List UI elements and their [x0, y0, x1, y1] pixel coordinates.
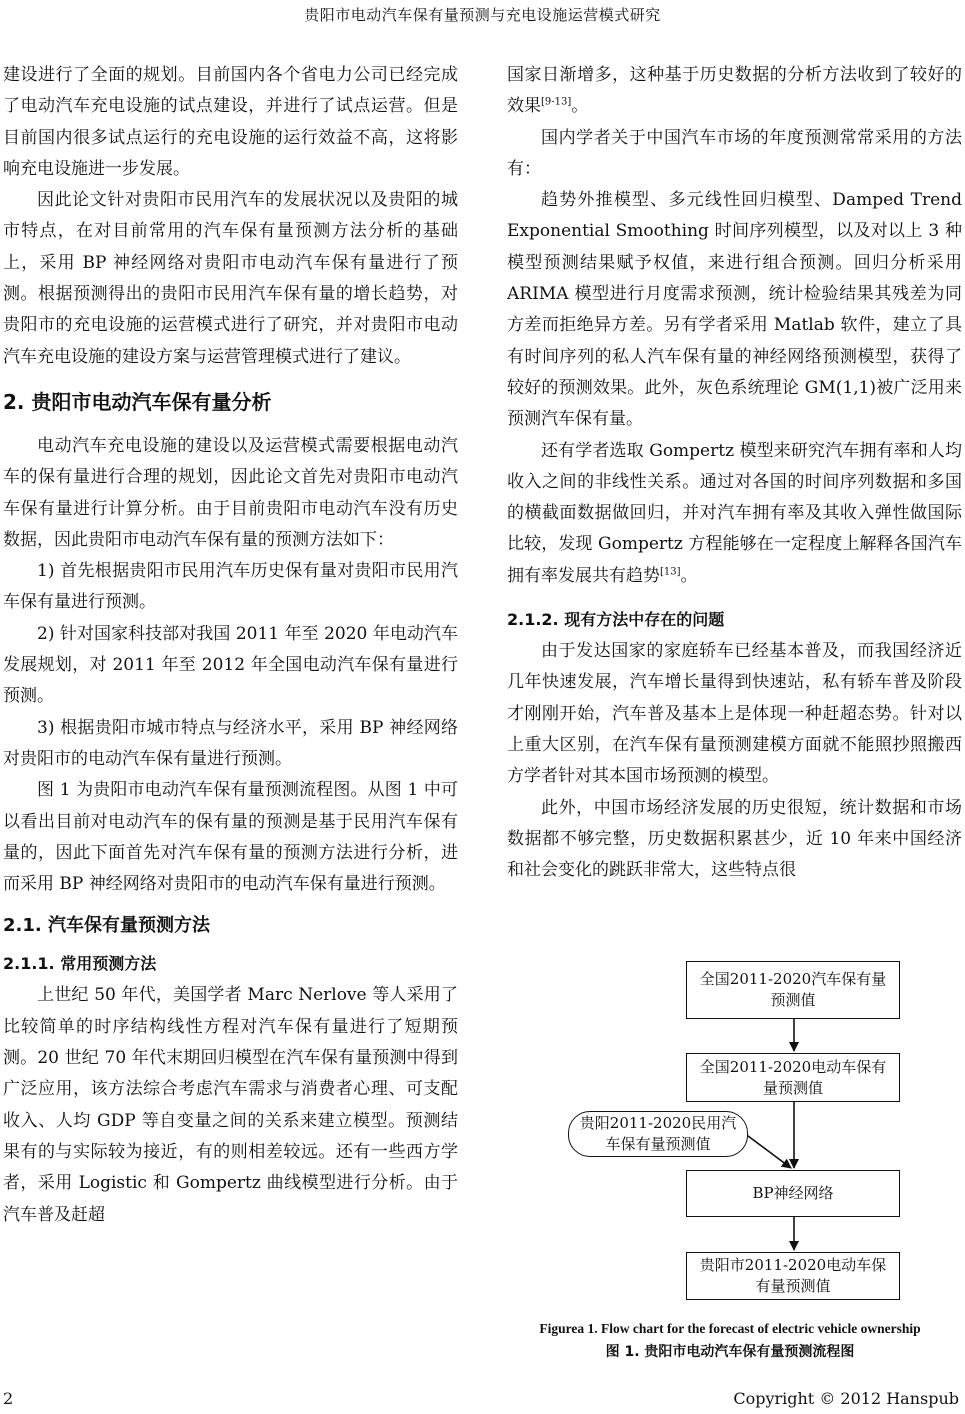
paragraph: 图 1 为贵阳市电动汽车保有量预测流程图。从图 1 中可以看出目前对电动汽车的保有量的预测是基于民用汽车保有量的，因此下面首先对汽车保有量的预测方法进行分析，进而采用 BP 神经网络对贵阳市的电动汽车保有量进行预测。 — [3, 780, 458, 895]
list-item: 2) 针对国家科技部对我国 2011 年至 2020 年电动汽车发展规划，对 2011 年至 2012 年全国电动汽车保有量进行预测。 — [3, 623, 458, 707]
paragraph: 上世纪 50 年代，美国学者 Marc Nerlove 等人采用了比较简单的时序结构线性方程对汽车保有量进行了短期预测。20 世纪 70 年代末期回归模型在汽车保有量预测中得到广泛应用，该方法综合考虑汽车需求与消费者心理、可支配收入、人均 GDP 等自变量之间的关系来建立模型。预测结果有的与实际较为接近，有的则相差较远。还有一些西方学者，采用 Logistic 和 Gompertz 曲线模型进行分析。由于汽车普及赶超 — [3, 985, 458, 1225]
flow-box-national-vehicle-forecast: 全国2011-2020汽车保有量预测值 — [686, 961, 900, 1019]
running-title: 贵阳市电动汽车保有量预测与充电设施运营模式研究 — [304, 6, 661, 24]
paragraph-text: 国家日渐增多，这种基于历史数据的分析方法收到了较好的效果 — [507, 65, 962, 117]
list-item: 1) 首先根据贵阳市民用汽车历史保有量对贵阳市民用汽车保有量进行预测。 — [3, 561, 458, 613]
flow-oval-guiyang-civil-vehicle-forecast: 贵阳2011-2020民用汽车保有量预测值 — [568, 1111, 748, 1157]
citation: [13] — [660, 566, 681, 578]
paragraph: 建设进行了全面的规划。目前国内各个省电力公司已经完成了电动汽车充电设施的试点建设，并进行了试点运营。但是目前国内很多试点运行的充电设施的运行效益不高，这将影响充电设施进一步发展。 — [3, 65, 458, 179]
citation: [9-13] — [541, 96, 572, 108]
paragraph: 因此论文针对贵阳市民用汽车的发展状况以及贵阳的城市特点，在对目前常用的汽车保有量预测方法分析的基础上，采用 BP 神经网络对贵阳市电动汽车保有量进行了预测。根据预测得出的贵阳市民用汽车保有量的增长趋势，对贵阳市的充电设施的运营模式进行了研究，并对贵阳市电动汽车充电设施的建设方案与运营管理模式进行了建议。 — [3, 190, 458, 367]
figure-caption-english: Figurea 1. Flow chart for the forecast of electric vehicle ownership — [539, 1321, 921, 1336]
paragraph: 此外，中国市场经济发展的历史很短，统计数据和市场数据都不够完整，历史数据积累甚少，近 10 年来中国经济和社会变化的跳跃非常大，这些特点很 — [507, 797, 962, 881]
subsubsection-heading: 2.1.1. 常用预测方法 — [3, 954, 157, 974]
figure-caption-chinese: 图 1. 贵阳市电动汽车保有量预测流程图 — [605, 1344, 855, 1360]
punctuation: 。 — [680, 565, 698, 586]
paragraph — [507, 436, 962, 592]
paragraph: 电动汽车充电设施的建设以及运营模式需要根据电动汽车的保有量进行合理的规划，因此论文首先对贵阳市电动汽车保有量进行计算分析。由于目前贵阳市电动汽车没有历史数据，因此贵阳市电动汽车保有量的预测方法如下： — [3, 435, 458, 550]
paragraph — [507, 60, 962, 123]
flow-box-bp-neural-network: BP神经网络 — [686, 1170, 900, 1217]
paragraph: 国内学者关于中国汽车市场的年度预测常常采用的方法有： — [507, 127, 962, 179]
paragraph: 由于发达国家的家庭轿车已经基本普及，而我国经济近几年快速发展，汽车增长量得到快速站，私有轿车普及阶段才刚刚开始，汽车普及基本上是体现一种赶超态势。针对以上重大区别，在汽车保有量预测建模方面就不能照抄照搬西方学者针对其本国市场预测的模型。 — [507, 641, 962, 787]
subsection-heading: 2.1. 汽车保有量预测方法 — [3, 915, 210, 937]
flow-box-guiyang-ev-forecast: 贵阳市2011-2020电动车保有量预测值 — [686, 1252, 900, 1300]
left-column — [3, 60, 458, 1231]
punctuation: 。 — [571, 96, 589, 117]
copyright-notice: Copyright © 2012 Hanspub — [733, 1389, 959, 1408]
section-heading: 2. 贵阳市电动汽车保有量分析 — [3, 389, 272, 414]
flow-box-national-ev-forecast: 全国2011-2020电动车保有量预测值 — [686, 1053, 900, 1102]
page-number: 2 — [3, 1389, 14, 1408]
paragraph-text: 还有学者选取 Gompertz 模型来研究汽车拥有率和人均收入之间的非线性关系。通过对各国的时间序列数据和多国的横截面数据做回归，并对汽车拥有率及其收入弹性做国际比较，发现 Gompertz 方程能够在一定程度上解释各国汽车拥有率发展共有趋势 — [507, 440, 962, 586]
list-item: 3) 根据贵阳市城市特点与经济水平，采用 BP 神经网络对贵阳市的电动汽车保有量进行预测。 — [3, 717, 458, 769]
flowchart-figure — [500, 955, 960, 1365]
right-column — [507, 60, 962, 886]
arrow-3-to-4 — [744, 1133, 791, 1168]
subsubsection-heading: 2.1.2. 现有方法中存在的问题 — [507, 610, 725, 630]
paragraph: 趋势外推模型、多元线性回归模型、Damped Trend Exponential Smoothing 时间序列模型，以及对以上 3 种模型预测结果赋予权值，来进行组合预测。回归分析采用 ARIMA 模型进行月度需求预测，统计检验结果其残差为同方差而拒绝异方差。另有学者采用 Matlab 软件，建立了具有时间序列的私人汽车保有量的神经网络预测模型，获得了较好的预测效果。此外，灰色系统理论 GM(1,1)被广泛用来预测汽车保有量。 — [507, 190, 962, 430]
